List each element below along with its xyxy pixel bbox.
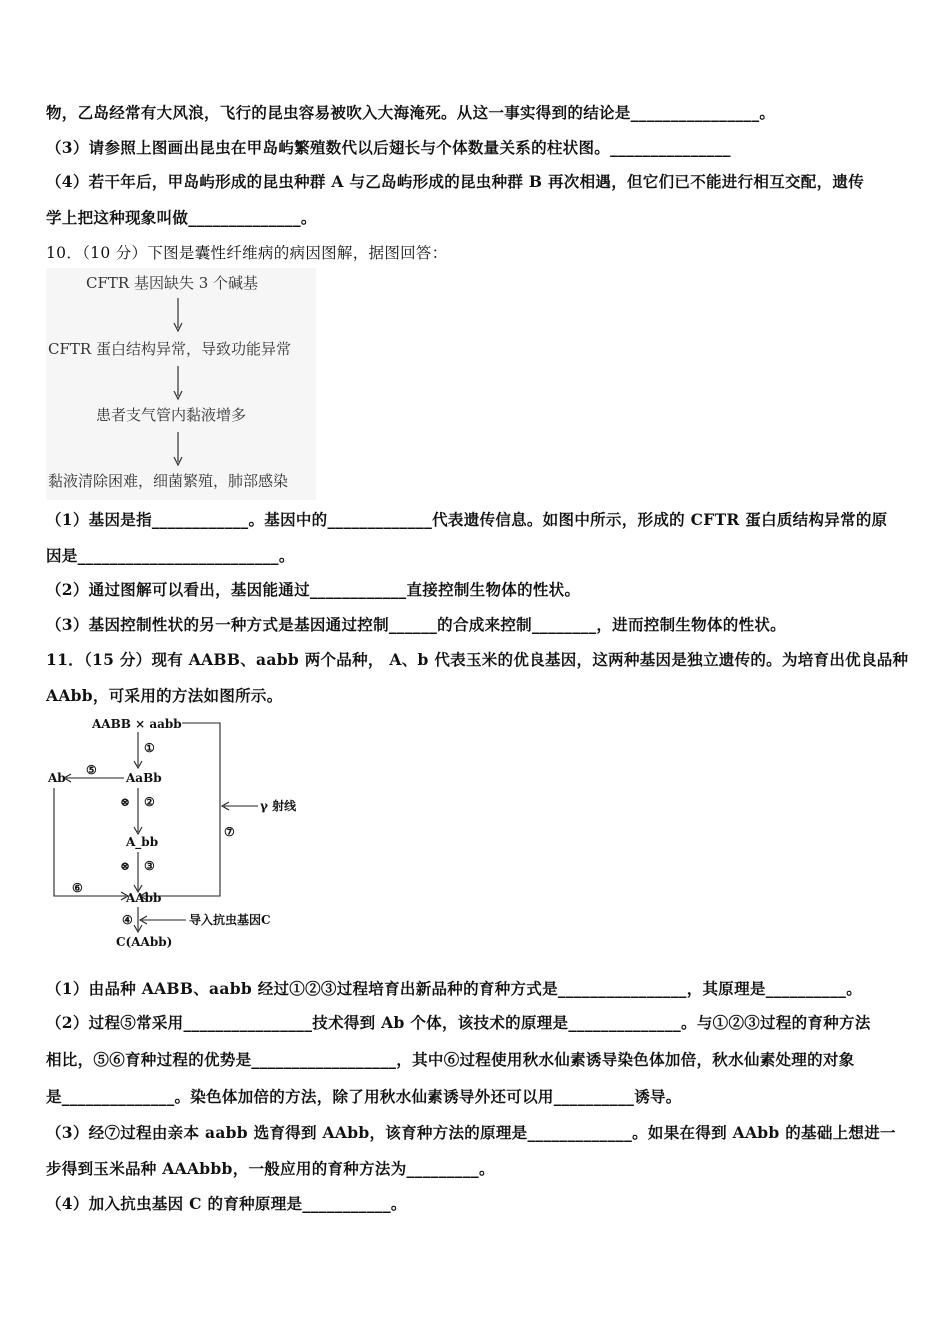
flow-step-4: 黏液清除困难，细菌繁殖，肺部感染 [48,472,289,490]
question-9-3: （3）请参照上图画出昆虫在甲岛屿繁殖数代以后翅长与个体数量关系的柱状图。_______________ [46,138,731,157]
question-11-3: （3）经⑦过程由亲本 aabb 选育得到 AAbb，该育种方法的原理是_____________。如果在得到 AAbb 的基础上想进一 [46,1123,896,1142]
question-10-2: （2）通过图解可以看出，基因能通过____________直接控制生物体的性状。 [46,580,581,599]
question-10-3: （3）基因控制性状的另一种方式是基因通过控制______的合成来控制________，进而控制生物体的性状。 [46,615,786,634]
breeding-diagram [46,714,296,954]
flow-step-2: CFTR 蛋白结构异常，导致功能异常 [48,340,291,358]
gamma-ray-label: γ 射线 [260,799,296,813]
step-6-label: ⑥ [72,881,83,895]
target-label: AAbb [126,891,162,905]
text-line: 是______________。染色体加倍的方法，除了用秋水仙素诱导外还可以用__________诱导。 [46,1087,682,1106]
text-line: 相比，⑤⑥育种过程的优势是__________________，其中⑥过程使用秋水仙素诱导染色体加倍，秋水仙素处理的对象 [46,1050,855,1069]
path-6-line [54,788,126,896]
text-line: 学上把这种现象叫做______________。 [46,208,317,227]
parents-label: AABB × aabb [92,717,182,731]
selfing-icon: ⊗ [120,795,131,809]
question-9-4: （4）若干年后，甲岛屿形成的昆虫种群 A 与乙岛屿形成的昆虫种群 B 再次相遇，但它们已不能进行相互交配，遗传 [46,172,864,191]
question-10-1: （1）基因是指____________。基因中的_____________代表遗传信息。如图中所示，形成的 CFTR 蛋白质结构异常的原 [46,510,888,529]
text-line: 物，乙岛经常有大风浪，飞行的昆虫容易被吹入大海淹死。从这一事实得到的结论是________________。 [46,103,776,122]
haploid-label: Ab [48,771,66,785]
selfing-icon: ⊗ [120,859,131,873]
question-11-1: （1）由品种 AABB、aabb 经过①②③过程培育出新品种的育种方式是________________，其原理是__________。 [46,979,862,998]
question-11-2: （2）过程⑤常采用________________技术得到 Ab 个体，该技术的原理是______________。与①②③过程的育种方法 [46,1013,871,1032]
gene-label: 导入抗虫基因C [189,913,271,927]
step-4-label: ④ [122,913,133,927]
flow-step-3: 患者支气管内黏液增多 [96,406,247,424]
text-line: 因是_________________________。 [46,546,295,565]
step-1-label: ① [144,741,155,755]
text-line: 步得到玉米品种 AAAbbb，一般应用的育种方法为_________。 [46,1159,495,1178]
cftr-flow-diagram [46,268,316,500]
question-10-title: 10．（10 分）下图是囊性纤维病的病因图解，据图回答： [46,244,448,262]
product-label: C(AAbb) [116,935,173,949]
f2-label: A_bb [126,835,159,849]
f1-label: AaBb [126,771,162,785]
question-11-title: 11．（15 分）现有 AABB、aabb 两个品种， A、b 代表玉米的优良基因，这两种基因是独立遗传的。为培育出优良品种 [46,650,909,669]
text-line: AAbb，可采用的方法如图所示。 [46,686,283,705]
step-2-label: ② [144,795,155,809]
flow-step-1: CFTR 基因缺失 3 个碱基 [86,274,259,292]
diagram-background [46,268,316,500]
step-3-label: ③ [144,859,155,873]
step-7-label: ⑦ [224,825,235,839]
step-5-label: ⑤ [86,763,97,777]
question-11-4: （4）加入抗虫基因 C 的育种原理是___________。 [46,1194,407,1213]
